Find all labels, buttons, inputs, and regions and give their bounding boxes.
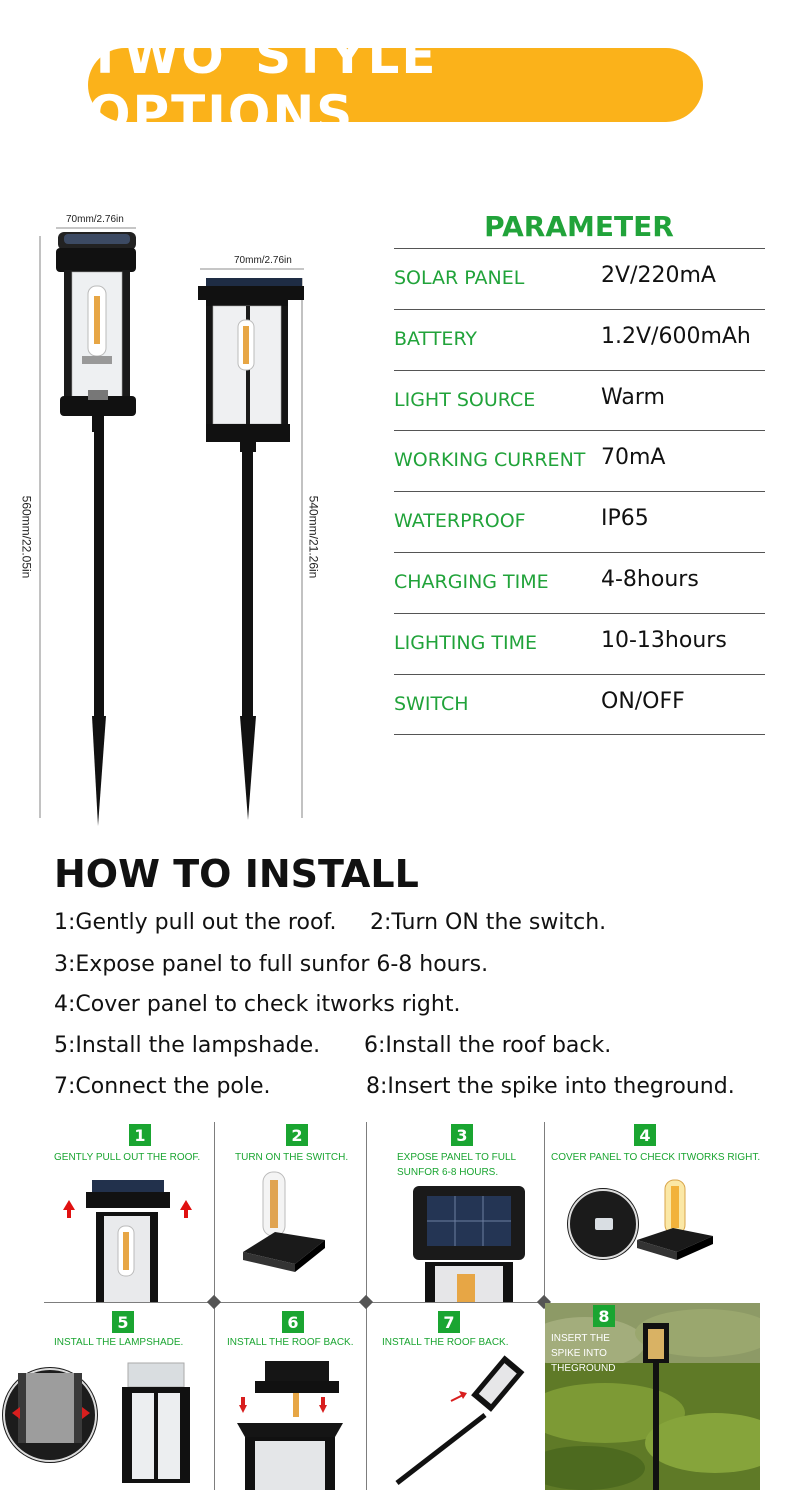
step-caption: EXPOSE PANEL TO FULL SUNFOR 6-8 HOURS. <box>397 1152 516 1178</box>
parameter-row <box>394 370 765 431</box>
switch-illustration <box>215 1168 366 1298</box>
parameter-label: SWITCH <box>394 692 469 715</box>
lamp2-height-label: 540mm/21.26in <box>306 495 321 579</box>
step-panel-8 <box>545 1303 760 1490</box>
step-panel-4 <box>545 1122 770 1302</box>
step-number: 7 <box>438 1311 460 1333</box>
step-panel-5 <box>0 1303 214 1490</box>
step-caption: INSTALL THE ROOF BACK. <box>227 1337 354 1348</box>
connect-pole-illustration <box>367 1353 544 1490</box>
lampshade-illustration <box>0 1353 214 1490</box>
lamp1-height-label: 560mm/22.05in <box>19 495 34 579</box>
install-title: HOW TO INSTALL <box>54 852 419 896</box>
parameter-value: ON/OFF <box>601 688 685 714</box>
lamp2-width-label: 70mm/2.76in <box>234 255 292 266</box>
parameter-value: 2V/220mA <box>601 263 716 288</box>
roof-back-illustration <box>215 1353 366 1490</box>
parameter-row <box>394 309 765 370</box>
step-panel-7 <box>367 1303 544 1490</box>
parameter-row <box>394 430 765 491</box>
parameter-value: 10-13hours <box>601 627 727 653</box>
step-panel-1 <box>44 1122 214 1302</box>
round-lamp-icon <box>56 232 136 826</box>
install-step-6: 6:Install the roof back. <box>364 1033 612 1058</box>
parameter-value: 1.2V/600mAh <box>601 323 751 349</box>
solar-panel-illustration <box>367 1182 544 1302</box>
parameter-label: LIGHTING TIME <box>394 631 537 654</box>
parameter-table <box>394 248 765 735</box>
parameter-value: Warm <box>601 384 665 410</box>
step-panel-3 <box>367 1122 544 1302</box>
parameter-label: WORKING CURRENT <box>394 449 586 472</box>
parameter-row <box>394 248 765 309</box>
parameter-row <box>394 491 765 552</box>
step-caption: TURN ON THE SWITCH. <box>235 1152 349 1163</box>
parameter-label: LIGHT SOURCE <box>394 388 536 411</box>
parameter-label: BATTERY <box>394 327 478 350</box>
install-step-8: 8:Insert the spike into theground. <box>366 1074 735 1099</box>
square-lamp-icon <box>198 278 304 820</box>
parameter-row <box>394 552 765 613</box>
parameter-row <box>394 613 765 674</box>
step-number: 5 <box>112 1311 134 1333</box>
step-number: 6 <box>282 1311 304 1333</box>
pull-roof-illustration <box>44 1172 214 1302</box>
lamp1-width-label: 70mm/2.76in <box>66 214 124 225</box>
step-number: 3 <box>451 1124 473 1146</box>
parameter-title: PARAMETER <box>484 210 674 243</box>
parameter-row <box>394 674 765 736</box>
step-panel-6 <box>215 1303 366 1490</box>
step-panel-2 <box>215 1122 366 1302</box>
step-caption: GENTLY PULL OUT THE ROOF. <box>54 1152 201 1163</box>
install-step-1: 1:Gently pull out the roof. <box>54 910 337 935</box>
parameter-label: CHARGING TIME <box>394 570 549 593</box>
parameter-label: SOLAR PANEL <box>394 267 525 289</box>
step-caption: INSTALL THE LAMPSHADE. <box>54 1337 184 1348</box>
install-step-7: 7:Connect the pole. <box>54 1074 271 1099</box>
step-caption: COVER PANEL TO CHECK ITWORKS RIGHT. <box>551 1152 761 1163</box>
parameter-label: WATERPROOF <box>394 510 526 533</box>
step-number: 8 <box>593 1305 615 1327</box>
step-number: 2 <box>286 1124 308 1146</box>
install-step-5: 5:Install the lampshade. <box>54 1033 321 1058</box>
step-caption: INSERT THE SPIKE INTO THEGROUND <box>551 1333 616 1374</box>
cover-test-illustration <box>545 1172 770 1302</box>
step-number: 1 <box>129 1124 151 1146</box>
step-caption: INSTALL THE ROOF BACK. <box>382 1337 509 1348</box>
install-step-2: 2:Turn ON the switch. <box>370 910 607 935</box>
parameter-value: IP65 <box>601 506 649 532</box>
banner-title: TWO STYLE OPTIONS <box>88 27 438 143</box>
parameter-value: 4-8hours <box>601 566 699 592</box>
parameter-value: 70mA <box>601 445 666 471</box>
install-step-4: 4:Cover panel to check itworks right. <box>54 992 461 1017</box>
install-step-3: 3:Expose panel to full sunfor 6-8 hours. <box>54 952 489 977</box>
step-number: 4 <box>634 1124 656 1146</box>
